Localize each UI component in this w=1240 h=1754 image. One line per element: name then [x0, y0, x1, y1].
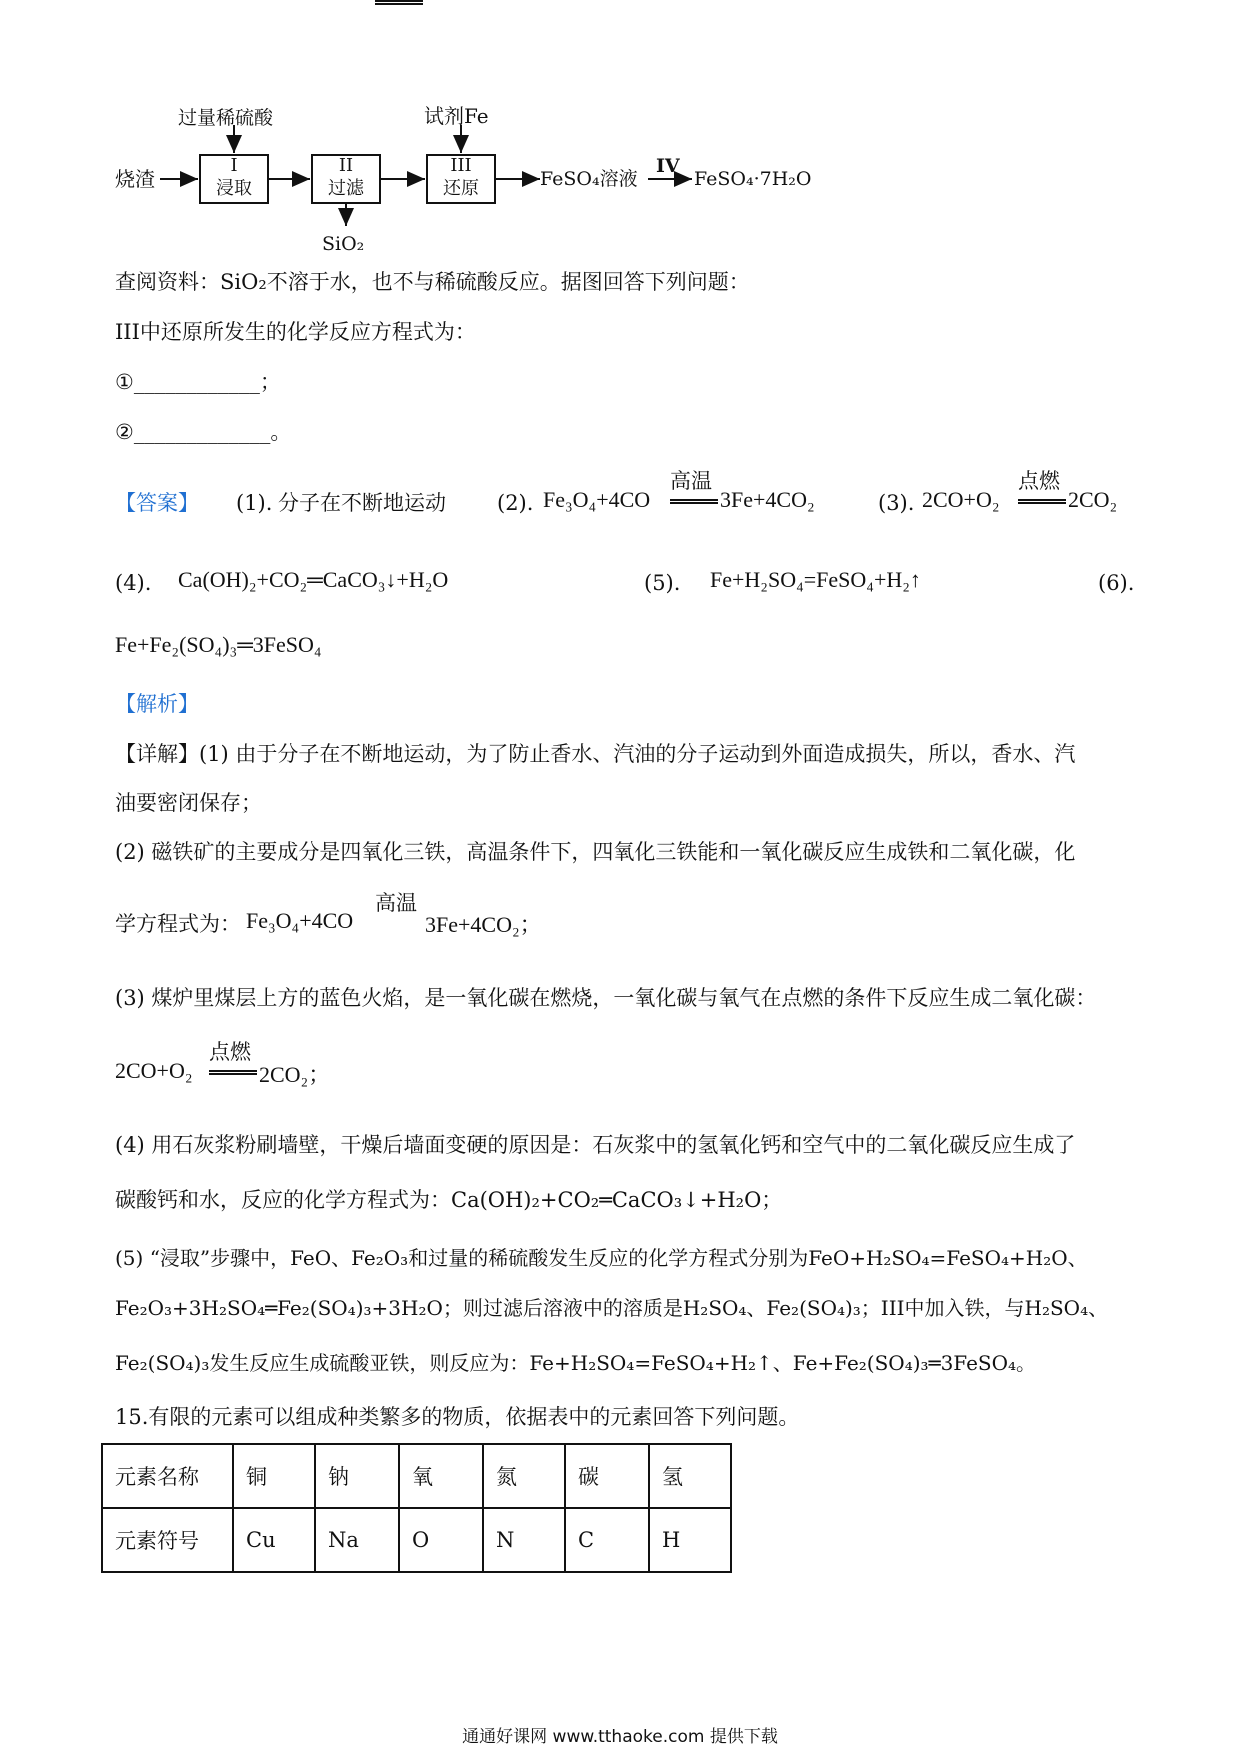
- answer-2-condition: 高温: [670, 469, 712, 493]
- byproduct-sio2: SiO₂: [322, 233, 365, 255]
- analysis-p2-eq-left: Fe₃O₄+4CO: [246, 908, 354, 933]
- step1-name: 浸取: [216, 178, 252, 199]
- answer-blank-2: ②_____________。: [115, 420, 292, 444]
- product-feso4-7h2o: FeSO₄·7H₂O: [694, 168, 812, 190]
- analysis-p3-eq-condition: 点燃: [209, 1040, 251, 1064]
- answer-3-condition: 点燃: [1018, 469, 1060, 493]
- analysis-p1-line2: 油要密闭保存；: [115, 791, 262, 815]
- table-row: [102, 1508, 731, 1572]
- table-cell: 铜: [233, 1444, 315, 1508]
- analysis-p3-line1: (3) 煤炉里煤层上方的蓝色火焰，是一氧化碳在燃烧，一氧化碳与氧气在点燃的条件下反应生成二氧化碳：: [115, 986, 1097, 1010]
- answer-5: Fe+H₂SO₄=FeSO₄+H₂↑: [710, 567, 921, 592]
- analysis-label: 【解析】: [115, 692, 199, 716]
- answer-label: 【答案】: [115, 491, 199, 515]
- analysis-p2-eq-right: 3Fe+4CO₂；: [425, 912, 542, 937]
- analysis-p5-line3: Fe₂(SO₄)₃发生反应生成硫酸亚铁，则反应为：Fe+H₂SO₄=FeSO₄+H₂↑、Fe+Fe₂(SO₄)₃═3FeSO₄。: [115, 1351, 1037, 1375]
- table-cell: 氧: [399, 1444, 483, 1508]
- table-cell: 元素符号: [102, 1508, 233, 1572]
- analysis-p5-line1: (5) “浸取”步骤中，FeO、Fe₂O₃和过量的稀硫酸发生反应的化学方程式分别为FeO+H₂SO₄=FeSO₄+H₂O、: [115, 1246, 1088, 1270]
- answer-2-right: 3Fe+4CO₂: [720, 487, 815, 512]
- answer-4: Ca(OH)₂+CO₂═CaCO₃↓+H₂O: [178, 567, 449, 592]
- analysis-p4-line2: 碳酸钙和水，反应的化学方程式为：Ca(OH)₂+CO₂═CaCO₃↓+H₂O；: [115, 1188, 783, 1212]
- answer-blank-1: ①____________；: [115, 370, 281, 394]
- feso4-solution: FeSO₄溶液: [540, 168, 638, 190]
- reagent-dilute-sulfuric-acid: 过量稀硫酸: [178, 107, 274, 129]
- analysis-p3-eq-left: 2CO+O₂: [115, 1058, 193, 1083]
- analysis-p2-line1: (2) 磁铁矿的主要成分是四氧化三铁，高温条件下，四氧化三铁能和一氧化碳反应生成铁和二氧化碳，化: [115, 840, 1076, 864]
- analysis-p2-line2: 学方程式为：: [115, 912, 241, 936]
- analysis-p1-line1: 【详解】(1) 由于分子在不断地运动，为了防止香水、汽油的分子运动到外面造成损失，所以，香水、汽: [115, 742, 1076, 766]
- table-cell: 钠: [315, 1444, 399, 1508]
- table-row: [102, 1444, 731, 1508]
- input-cinder: 烧渣: [115, 167, 155, 191]
- answer-3-equals: [1018, 499, 1066, 504]
- table-cell: 氢: [649, 1444, 731, 1508]
- answer-6-number: (6).: [1098, 571, 1135, 595]
- answer-5-number: (5).: [644, 571, 681, 595]
- table-cell: Na: [315, 1508, 399, 1572]
- step3-name: 还原: [443, 178, 479, 199]
- answer-2-number: (2).: [497, 491, 534, 515]
- question-15-text: 15.有限的元素可以组成种类繁多的物质，依据表中的元素回答下列问题。: [115, 1405, 800, 1429]
- answer-1-number: (1).: [236, 491, 273, 515]
- answer-3-number: (3).: [878, 491, 915, 515]
- analysis-p3-eq-right: 2CO₂；: [259, 1062, 331, 1087]
- table-cell: Cu: [233, 1508, 315, 1572]
- table-cell: N: [483, 1508, 565, 1572]
- answer-3-left: 2CO+O₂: [922, 487, 1000, 512]
- analysis-p2-eq-equals: [375, 0, 423, 5]
- step2-number: II: [338, 155, 354, 176]
- footer-watermark: 通通好课网 www.tthaoke.com 提供下载: [462, 1727, 778, 1747]
- answer-2-equals: [670, 499, 718, 504]
- table-cell: H: [649, 1508, 731, 1572]
- analysis-p4-line1: (4) 用石灰浆粉刷墙壁，干燥后墙面变硬的原因是：石灰浆中的氢氧化钙和空气中的二氧化碳反应生成了: [115, 1133, 1076, 1157]
- analysis-p2-eq-condition: 高温: [375, 891, 417, 915]
- analysis-p3-eq-equals: [209, 1070, 257, 1075]
- step4-number: IV: [656, 155, 680, 177]
- table-cell: 氮: [483, 1444, 565, 1508]
- answer-2-left: Fe₃O₄+4CO: [543, 487, 651, 512]
- answer-1: 分子在不断地运动: [278, 491, 446, 515]
- table-cell: C: [565, 1508, 649, 1572]
- reagent-fe: 试剂Fe: [424, 104, 489, 128]
- answer-6: Fe+Fe₂(SO₄)₃═3FeSO₄: [115, 632, 322, 657]
- table-cell: 元素名称: [102, 1444, 233, 1508]
- table-cell: 碳: [565, 1444, 649, 1508]
- question-info: 查阅资料：SiO₂不溶于水，也不与稀硫酸反应。据图回答下列问题：: [115, 270, 750, 294]
- step3-number: III: [450, 155, 472, 176]
- analysis-p5-line2: Fe₂O₃+3H₂SO₄═Fe₂(SO₄)₃+3H₂O；则过滤后溶液中的溶质是H₂SO₄、Fe₂(SO₄)₃；III中加入铁，与H₂SO₄、: [115, 1296, 1109, 1320]
- answer-4-number: (4).: [115, 571, 152, 595]
- step1-number: I: [230, 155, 238, 176]
- table-cell: O: [399, 1508, 483, 1572]
- answer-3-right: 2CO₂: [1068, 487, 1118, 512]
- element-table: [101, 1443, 732, 1573]
- question-prompt: III中还原所发生的化学反应方程式为：: [115, 320, 476, 344]
- step2-name: 过滤: [328, 178, 364, 199]
